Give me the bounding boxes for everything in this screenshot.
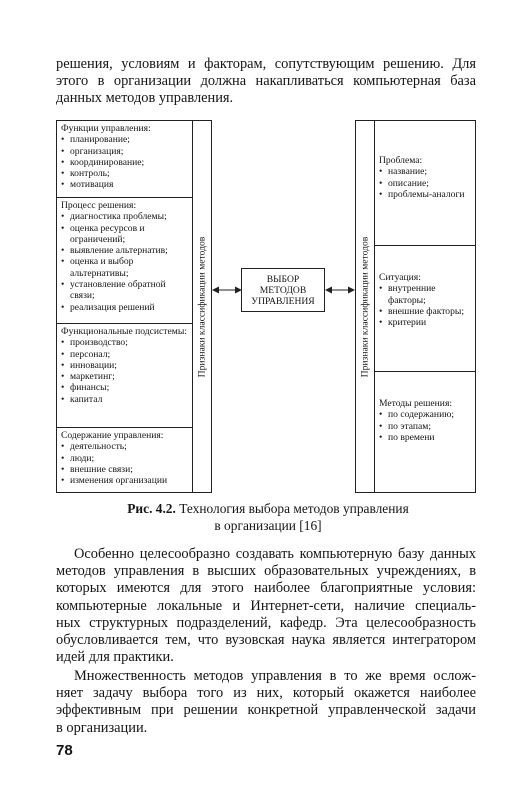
text-line: ных структурных подразделений, кафедр. Эта целесообразность [56, 614, 476, 631]
list-item: • внешние факторы; [379, 306, 471, 317]
center-label-line: МЕТОДОВ [259, 284, 307, 296]
group-title: Проблема: [379, 155, 423, 166]
figure-caption [60, 500, 476, 534]
list-item: • по этапам; [379, 421, 471, 432]
group-management-functions [57, 121, 192, 197]
list-item: • координирование; [61, 157, 188, 168]
center-label-line: ВЫБОР [266, 273, 300, 285]
caption-label: Рис. 4.2. [127, 501, 176, 516]
list-item: • капитал [61, 394, 188, 405]
group-problem [375, 121, 475, 245]
list-item: • контроль; [61, 168, 188, 179]
text-line: идей для практики. [56, 649, 174, 666]
list-item: • персонал; [61, 349, 188, 360]
right-vertical-label [355, 120, 375, 493]
group-title: Методы решения: [379, 398, 453, 409]
list-item: • производство; [61, 337, 188, 348]
text-line: компьютерные локальные и Интернет-сети, наличие специаль- [56, 597, 476, 614]
list-item: • выявление альтернатив; [61, 245, 188, 256]
text-line: эффективным при решении конкретной управленческой задачи [56, 702, 476, 719]
right-criteria-box [374, 120, 476, 493]
group-title: Функциональные подсистемы: [61, 326, 187, 337]
list-item: • описание; [379, 178, 471, 189]
list-item: • инновации; [61, 360, 188, 371]
group-title: Функции управления: [61, 123, 151, 134]
list-item: • критерии [379, 317, 471, 328]
text-line: Множественность методов управления в то же время ослож- [74, 668, 476, 684]
group-decision-process [57, 197, 192, 323]
group-functional-subsystems [57, 323, 192, 427]
vertical-label-text: Признаки классификации методов [359, 236, 371, 377]
text-line: данных методов управления. [56, 90, 234, 107]
group-situation [375, 245, 475, 371]
list-item: • мотивация [61, 179, 188, 190]
text-line: решения, условиям и факторам, сопутствующим решению. Для [56, 56, 476, 72]
list-item: • планирование; [61, 134, 188, 145]
text-line: няет задачу выбора того из них, который окажется наиболее [56, 685, 476, 702]
page-number: 78 [56, 742, 73, 759]
method-selection-box [241, 268, 325, 312]
body-paragraph-2 [56, 668, 476, 737]
body-paragraph-1 [56, 546, 476, 666]
text-line: в организации. [56, 719, 148, 736]
list-item: • маркетинг; [61, 371, 188, 382]
group-solution-methods [375, 371, 475, 492]
text-line: обусловливается тем, что вузовская наука является интегратором [56, 631, 476, 648]
list-item: • установление обратной связи; [61, 279, 188, 302]
text-line: этого в организации должна накапливаться компьютерная база [56, 73, 476, 90]
list-item: • изменения организации [61, 475, 188, 486]
caption-line-1: Технология выбора методов управления [179, 501, 409, 516]
group-title: Содержание управления: [61, 430, 164, 441]
list-item: • название; [379, 166, 471, 177]
list-item: • внутренние факторы; [379, 283, 471, 306]
group-title: Процесс решения: [61, 200, 137, 211]
list-item: • по времени [379, 432, 471, 443]
list-item: • оценка и выбор альтернативы; [61, 256, 188, 279]
list-item: • оценка ресурсов и ограничений; [61, 223, 188, 246]
text-line: Особенно целесообразно создавать компьютерную базу данных [74, 546, 476, 562]
caption-line-2: в организации [16] [214, 518, 322, 533]
list-item: • организация; [61, 146, 188, 157]
left-double-arrow [212, 284, 242, 296]
group-title: Ситуация: [379, 272, 421, 283]
list-item: • деятельность; [61, 441, 188, 452]
text-line: методов управления в высших образовательных учреждениях, в [56, 563, 476, 580]
text-line: которых имеются для этого наиболее благоприятные условия: [56, 580, 476, 597]
list-item: • проблемы-аналоги [379, 189, 471, 200]
group-management-content [57, 427, 192, 492]
list-item: • финансы; [61, 382, 188, 393]
right-double-arrow [325, 284, 355, 296]
left-vertical-label [192, 120, 212, 493]
list-item: • люди; [61, 453, 188, 464]
list-item: • реализация решений [61, 302, 188, 313]
center-label-line: УПРАВЛЕНИЯ [251, 295, 315, 307]
list-item: • диагностика проблемы; [61, 211, 188, 222]
list-item: • внешние связи; [61, 464, 188, 475]
list-item: • по содержанию; [379, 409, 471, 420]
top-paragraph [56, 56, 476, 108]
left-criteria-box [56, 120, 193, 493]
vertical-label-text: Признаки классификации методов [196, 236, 208, 377]
